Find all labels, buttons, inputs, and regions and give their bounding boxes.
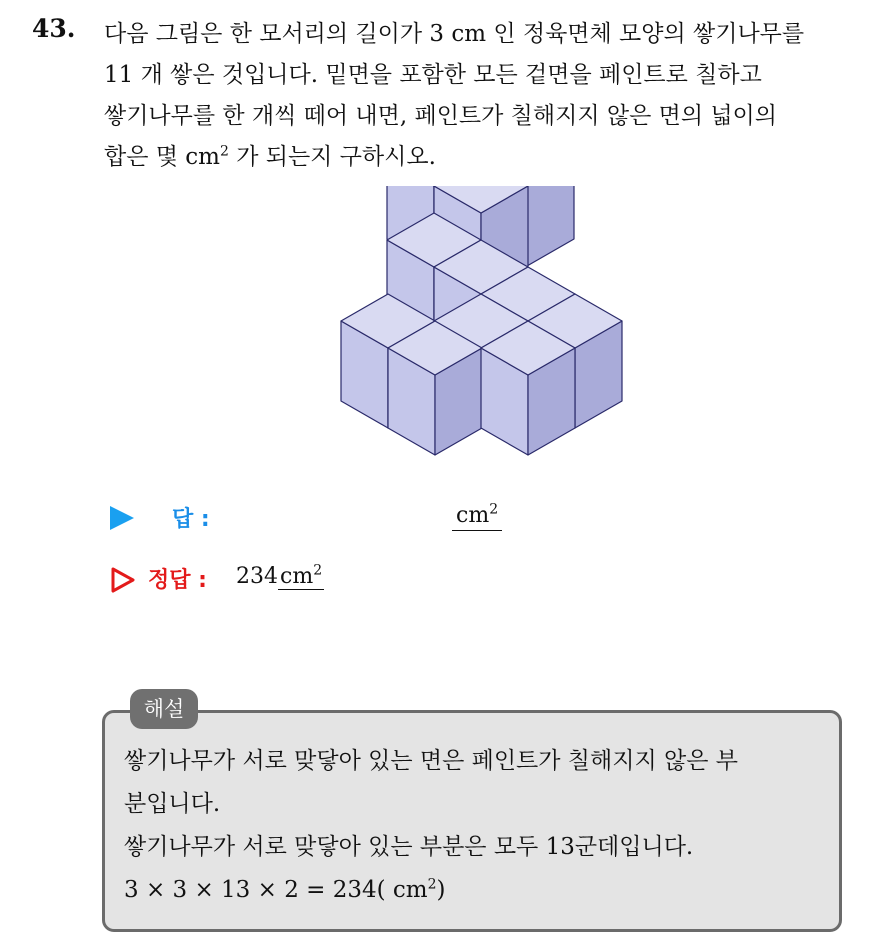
question-line-part: 합은 몇 cm xyxy=(104,144,220,170)
question-line: 다음 그림은 한 모서리의 길이가 3 cm 인 정육면체 모양의 쌓기나무를 xyxy=(104,21,805,47)
cube-group xyxy=(341,186,622,455)
question-line: 쌓기나무를 한 개씩 떼어 내면, 페인트가 칠해지지 않은 면의 넓이의 xyxy=(104,103,777,129)
correct-unit xyxy=(278,564,324,590)
superscript: 2 xyxy=(427,876,437,893)
explanation-line: 분입니다. xyxy=(124,791,221,817)
answer-blank[interactable] xyxy=(452,502,502,531)
question-number: 43. xyxy=(32,14,76,43)
superscript: 2 xyxy=(313,562,323,579)
outline-triangle-icon xyxy=(110,567,136,593)
question-line xyxy=(104,137,864,178)
correct-answer-value xyxy=(236,563,324,591)
answer-unit: cm xyxy=(456,503,490,528)
question-text xyxy=(104,14,864,178)
explanation-line-part: 3 × 3 × 13 × 2 = 234( cm xyxy=(124,877,428,903)
superscript: 2 xyxy=(219,143,229,160)
answer-label: 답 : xyxy=(172,507,210,532)
question-line-part: 가 되는지 구하시오. xyxy=(228,144,436,170)
cube-stack-figure xyxy=(330,186,630,456)
correct-answer-label: 정답 : xyxy=(148,568,207,593)
explanation-text xyxy=(124,740,834,912)
explanation-line-part: ) xyxy=(436,877,446,903)
explanation-line xyxy=(124,869,834,912)
superscript: 2 xyxy=(489,501,499,518)
explanation-line: 쌓기나무가 서로 맞닿아 있는 부분은 모두 13군데입니다. xyxy=(124,834,694,860)
correct-number: 234 xyxy=(236,564,278,589)
correct-answer-row xyxy=(110,561,510,595)
question-line: 11 개 쌓은 것입니다. 밑면을 포함한 모든 겉면을 페인트로 칠하고 xyxy=(104,62,762,88)
explanation-tab: 해설 xyxy=(130,689,198,729)
explanation-line: 쌓기나무가 서로 맞닿아 있는 면은 페인트가 칠해지지 않은 부 xyxy=(124,748,738,774)
answer-row xyxy=(110,500,530,534)
correct-unit-text: cm xyxy=(280,564,314,589)
cube-right-face xyxy=(527,186,574,266)
play-triangle-icon xyxy=(110,506,134,530)
